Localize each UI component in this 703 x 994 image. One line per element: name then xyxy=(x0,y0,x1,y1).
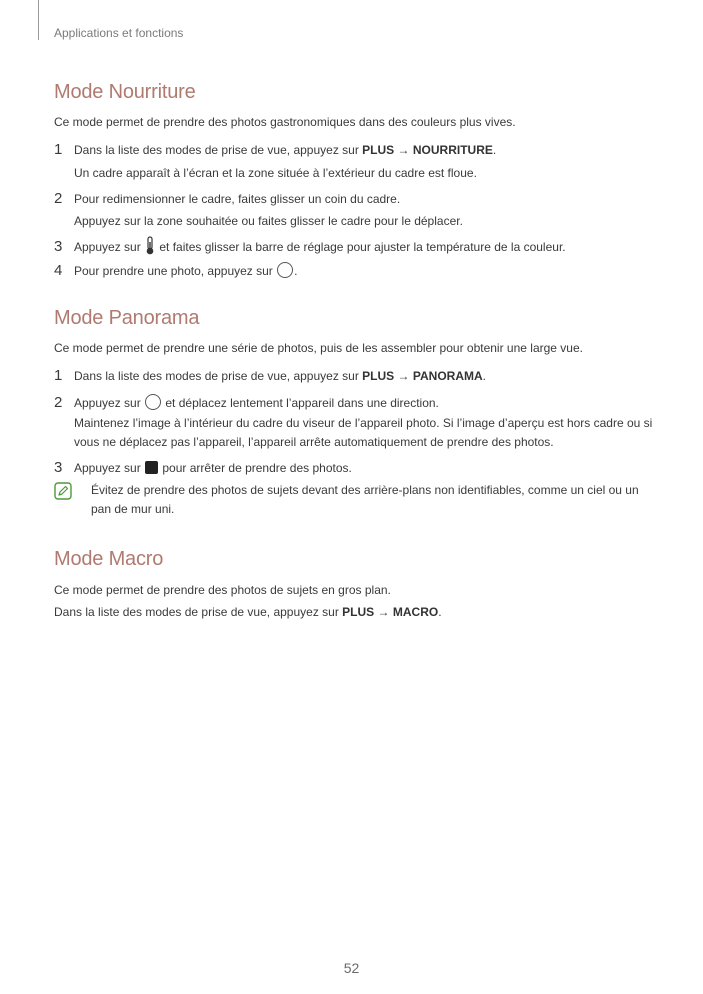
header-divider xyxy=(38,0,39,40)
step-detail: Un cadre apparaît à l’écran et la zone située à l’extérieur du cadre est floue. xyxy=(74,166,477,180)
section-panorama xyxy=(54,307,654,519)
panorama-intro: Ce mode permet de prendre une série de photos, puis de les assembler pour obtenir une large vue. xyxy=(54,341,583,355)
step-number: 1 xyxy=(54,141,63,158)
macro-intro: Ce mode permet de prendre des photos de sujets en gros plan. xyxy=(54,583,391,597)
section-title-food: Mode Nourriture xyxy=(54,81,196,103)
thermometer-icon xyxy=(145,236,155,255)
section-title-macro: Mode Macro xyxy=(54,548,164,570)
food-step-4: 4 Pour prendre une photo, appuyez sur . xyxy=(54,262,298,279)
note-pencil-icon xyxy=(54,482,72,500)
shutter-circle-icon xyxy=(145,394,161,410)
step-detail: Maintenez l’image à l’intérieur du cadre du viseur de l’appareil photo. Si l’image d’aperçu est hors cadre ou si vous ne déplacez pas l’appareil, l’appareil arrête automatiquement de prendre des photos. xyxy=(74,416,653,449)
stop-square-icon xyxy=(145,461,158,474)
food-intro: Ce mode permet de prendre des photos gastronomiques dans des couleurs plus vives. xyxy=(54,115,516,129)
food-step-2: 2 Pour redimensionner le cadre, faites glisser un coin du cadre. Appuyez sur la zone souhaitée ou faites glisser le cadre pour le déplacer. xyxy=(54,190,463,228)
food-step-1: 1 Dans la liste des modes de prise de vue, appuyez sur PLUS → NOURRITURE. Un cadre apparaît à l’écran et la zone située à l’extérieur du cadre est floue. xyxy=(54,139,654,184)
panorama-step-3: 3 Appuyez sur pour arrêter de prendre des photos. xyxy=(54,459,352,476)
page-header: Applications et fonctions xyxy=(54,26,184,40)
panorama-note xyxy=(54,481,654,519)
section-macro xyxy=(54,548,654,623)
shutter-circle-icon xyxy=(277,262,293,278)
macro-instruction: Dans la liste des modes de prise de vue, appuyez sur PLUS → MACRO. xyxy=(54,605,442,619)
note-text: Évitez de prendre des photos de sujets devant des arrière-plans non identifiables, comme un ciel ou un pan de mur uni. xyxy=(91,483,639,516)
panorama-step-2: 2 Appuyez sur et déplacez lentement l’appareil dans une direction. Maintenez l’image à l’intérieur du cadre du viseur de l’appareil photo. Si l’image d’aperçu est hors cadre ou si vous ne déplacez pas l’appareil, l’appareil arrête automatiquement de prendre des photos. xyxy=(54,392,654,452)
section-food xyxy=(54,81,654,282)
page-number: 52 xyxy=(343,960,360,976)
section-title-panorama: Mode Panorama xyxy=(54,307,200,329)
panorama-step-1: 1 Dans la liste des modes de prise de vue, appuyez sur PLUS → PANORAMA. xyxy=(54,367,486,384)
food-step-3: 3 Appuyez sur et faites glisser la barre de réglage pour ajuster la température de la couleur. xyxy=(54,238,566,255)
